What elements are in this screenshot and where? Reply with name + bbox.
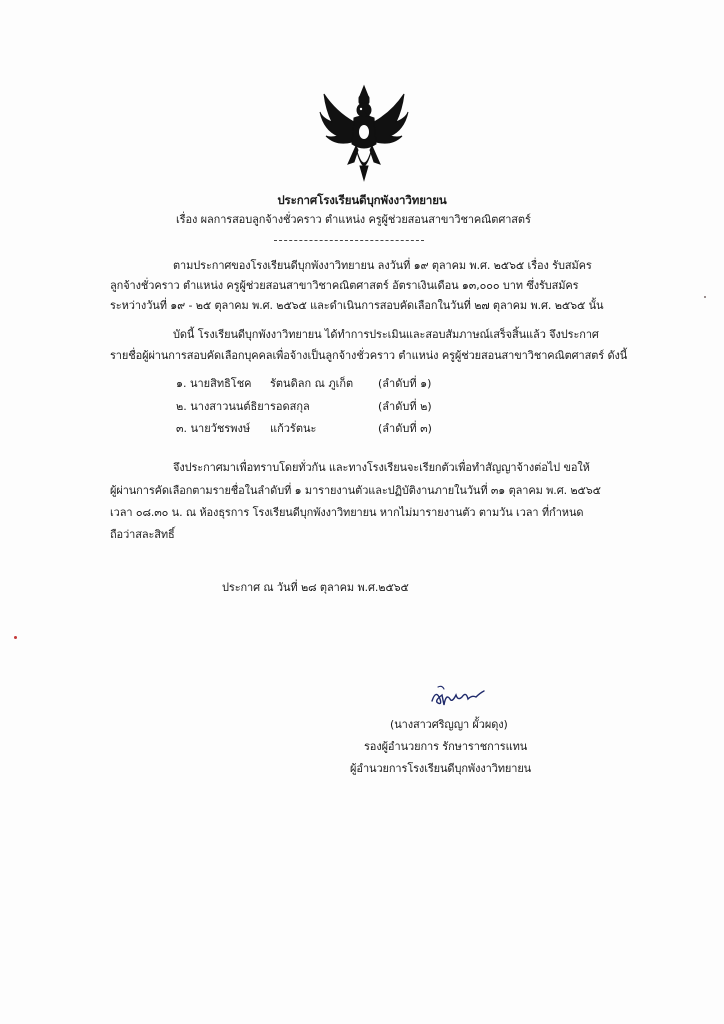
paragraph-3-line-3: เวลา ๐๘.๓๐ น. ณ ห้องธุรการ โรงเรียนดีบุกพังงาวิทยายน หากไม่มารายงานตัว ตามวัน เวลา ที่กำหนด bbox=[110, 506, 584, 519]
garuda-emblem-icon bbox=[316, 82, 412, 182]
candidate-surname: รัตนดิลก ณ ภูเก็ต bbox=[270, 377, 354, 390]
candidate-name: ๓. นายวัชรพงษ์ bbox=[176, 422, 251, 435]
signer-role-1: รองผู้อำนวยการ รักษาราชการแทน bbox=[364, 740, 528, 753]
candidate-surname: แก้วรัตนะ bbox=[270, 422, 317, 435]
paragraph-3-line-4: ถือว่าสละสิทธิ์ bbox=[110, 528, 175, 541]
paragraph-2-line-2: รายชื่อผู้ผ่านการสอบคัดเลือกบุคคลเพื่อจ้างเป็นลูกจ้างชั่วคราว ตำแหน่ง ครูผู้ช่วยสอนสาขาวิชาคณิตศาสตร์ ดังนี้ bbox=[110, 349, 628, 362]
candidate-rank: (ลำดับที่ ๒) bbox=[378, 400, 432, 413]
candidate-name: ๑. นายสิทธิโชค bbox=[176, 377, 252, 390]
document-subject: เรื่อง ผลการสอบลูกจ้างชั่วคราว ตำแหน่ง ครูผู้ช่วยสอนสาขาวิชาคณิตศาสตร์ bbox=[176, 213, 531, 226]
document-title: ประกาศโรงเรียนดีบุกพังงาวิทยายน bbox=[277, 193, 447, 207]
signer-name: (นางสาวศริญญา ผั้วผดุง) bbox=[390, 718, 508, 731]
candidate-rank: (ลำดับที่ ๑) bbox=[378, 377, 432, 390]
handwritten-signature bbox=[428, 683, 490, 709]
signer-role-2: ผู้อำนวยการโรงเรียนดีบุกพังงาวิทยายน bbox=[350, 762, 532, 775]
paragraph-1-line-3: ระหว่างวันที่ ๑๙ - ๒๕ ตุลาคม พ.ศ. ๒๕๖๕ และดำเนินการสอบคัดเลือกในวันที่ ๒๗ ตุลาคม พ.ศ. ๒๕๖๕ นั้น bbox=[110, 299, 604, 312]
candidate-rank: (ลำดับที่ ๓) bbox=[378, 422, 432, 435]
paragraph-3-line-2: ผู้ผ่านการคัดเลือกตามรายชื่อในลำดับที่ ๑ มารายงานตัวและปฏิบัติงานภายในวันที่ ๓๑ ตุลาคม พ.ศ. ๒๕๖๕ bbox=[110, 484, 601, 497]
announcement-date: ประกาศ ณ วันที่ ๒๘ ตุลาคม พ.ศ.๒๕๖๕ bbox=[222, 581, 409, 594]
paragraph-2-line-1: บัดนี้ โรงเรียนดีบุกพังงาวิทยายน ได้ทำการประเมินและสอบสัมภาษณ์เสร็จสิ้นแล้ว จึงประกาศ bbox=[173, 328, 599, 341]
paragraph-1-line-1: ตามประกาศของโรงเรียนดีบุกพังงาวิทยายน ลงวันที่ ๑๙ ตุลาคม พ.ศ. ๒๕๖๕ เรื่อง รับสมัคร bbox=[173, 259, 592, 272]
candidate-surname: รอดสกุล bbox=[270, 400, 310, 413]
scan-speck bbox=[704, 296, 706, 298]
title-divider bbox=[274, 240, 424, 241]
paragraph-1-line-2: ลูกจ้างชั่วคราว ตำแหน่ง ครูผู้ช่วยสอนสาขาวิชาคณิตศาสตร์ อัตราเงินเดือน ๑๓,๐๐๐ บาท ซึ่งรับสมัคร bbox=[110, 279, 579, 292]
paragraph-3-line-1: จึงประกาศมาเพื่อทราบโดยทั่วกัน และทางโรงเรียนจะเรียกตัวเพื่อทำสัญญาจ้างต่อไป ขอให้ bbox=[173, 461, 590, 474]
candidate-name: ๒. นางสาวนนต์ธิยา bbox=[176, 400, 270, 413]
scan-speck bbox=[14, 636, 17, 639]
